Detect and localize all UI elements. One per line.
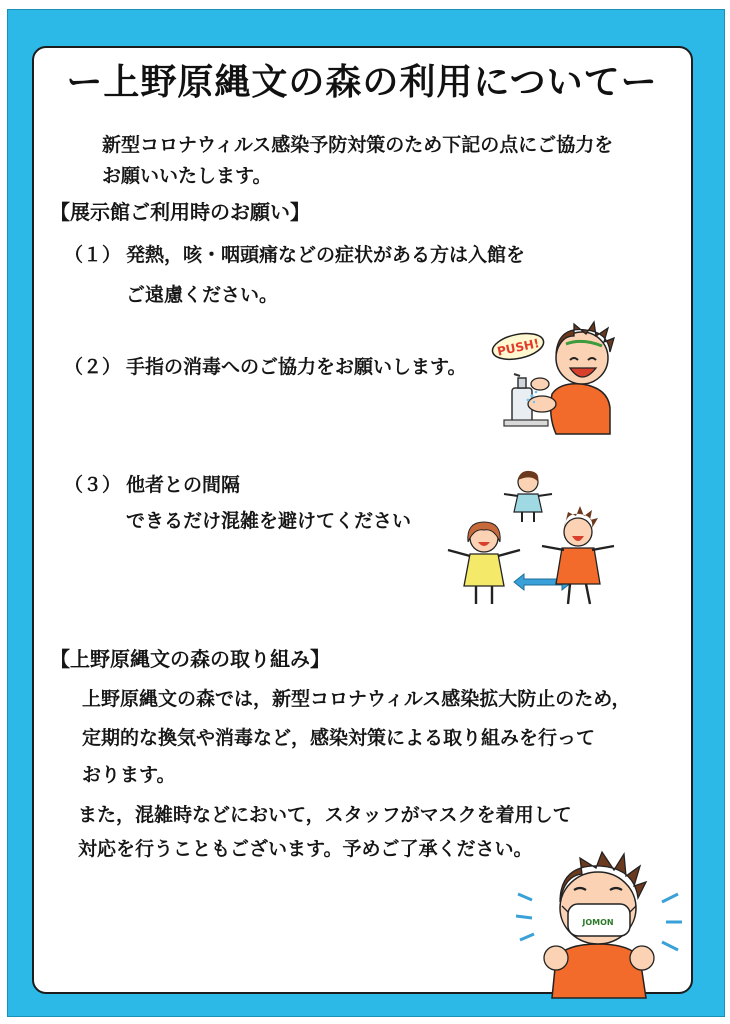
page-title: ー上野原縄文の森の利用についてー: [66, 61, 658, 103]
mask-text: JOMON: [582, 918, 614, 927]
efforts-line-3: おります。: [82, 764, 176, 786]
item-2-number: （２）: [64, 356, 122, 378]
intro-line-2: お願いいたします。: [102, 165, 272, 187]
section-heading-efforts: 【上野原縄文の森の取り組み】: [50, 647, 330, 671]
item-2-line-1: 手指の消毒へのご協力をお願いします。: [126, 356, 467, 378]
item-3-number: （３）: [64, 474, 122, 496]
item-1-line-2: ご遠慮ください。: [126, 284, 279, 306]
item-3-line-2: できるだけ混雑を避けてください: [126, 510, 412, 532]
intro-line-1: 新型コロナウィルス感染予防対策のため下記の点にご協力を: [102, 134, 614, 156]
section-heading-exhibition: 【展示館ご利用時のお願い】: [50, 200, 310, 224]
efforts-line-2: 定期的な換気や消毒など，感染対策による取り組みを行って: [82, 727, 596, 749]
masked-staff-illustration: [516, 846, 686, 998]
efforts-line-1: 上野原縄文の森では，新型コロナウィルス感染拡大防止のため，: [82, 688, 631, 710]
social-distance-illustration: [444, 466, 620, 612]
child-orange: [542, 506, 614, 604]
staff-mask-line-2: 対応を行うこともございます。予めご了承ください。: [78, 838, 533, 860]
child-yellow: [448, 522, 520, 604]
item-3-line-1: 他者との間隔: [126, 474, 241, 496]
item-1-number: （１）: [64, 244, 122, 266]
child-teal: [504, 471, 552, 522]
hand-sanitizer-illustration: [490, 308, 620, 438]
item-1-line-1: 発熱，咳・咽頭痛などの症状がある方は入館を: [126, 244, 526, 266]
push-text: PUSH!: [495, 336, 541, 359]
push-bubble-icon: [490, 329, 546, 363]
staff-mask-line-1: また，混雑時などにおいて，スタッフがマスクを着用して: [78, 804, 572, 826]
